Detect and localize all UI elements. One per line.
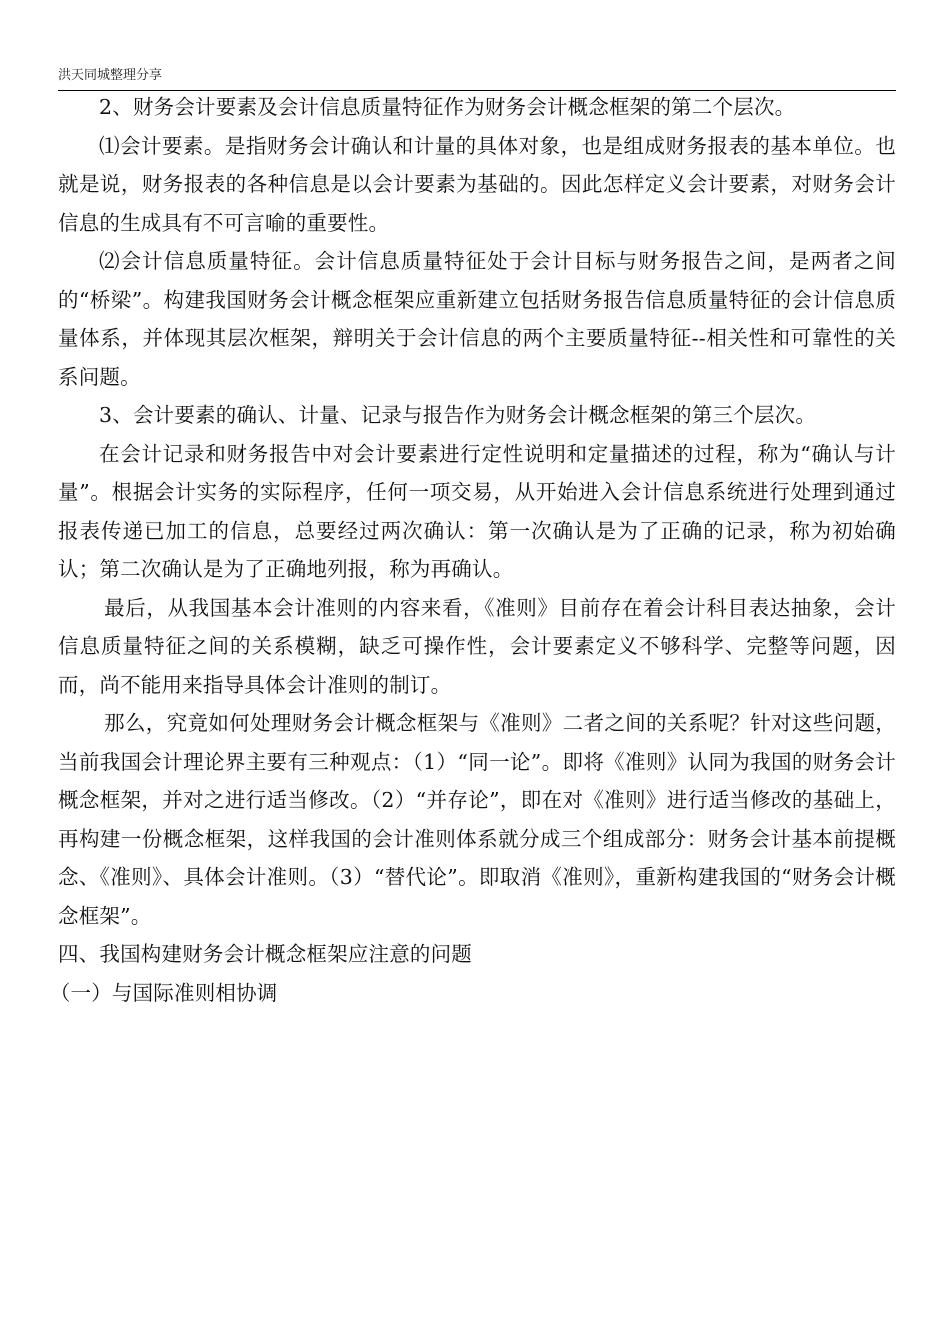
paragraph-third-level: 3、会计要素的确认、计量、记录与报告作为财务会计概念框架的第三个层次。 [99, 403, 817, 427]
paragraph-accounting-elements: ⑴会计要素。是指财务会计确认和计量的具体对象，也是组成财务报表的基本单位。也就是说，财务报表的各种信息是以会计要素为基础的。因此怎样定义会计要素，对财务会计信息的生成具有不可言喻的重要性。 [58, 133, 896, 235]
paragraph-finally: 最后，从我国基本会计准则的内容来看，《准则》目前存在着会计科目表达抽象，会计信息质量特征之间的关系模糊，缺乏可操作性，会计要素定义不够科学、完整等问题，因而，尚不能用来指导具体会计准则的制订。 [58, 595, 896, 697]
paragraph-three-views: 那么，究竟如何处理财务会计概念框架与《准则》二者之间的关系呢？针对这些问题，当前我国会计理论界主要有三种观点：（1）“同一论”。即将《准则》认同为我国的财务会计概念框架，并对之进行适当修改。（2）“并存论”，即在对《准则》进行适当修改的基础上，再构建一份概念框架，这样我国的会计准则体系就分成三个组成部分：财务会计基本前提概念、《准则》、具体会计准则。（3）“替代论”。即取消《准则》，重新构建我国的“财务会计概念框架”。 [58, 711, 896, 928]
section-heading-four: 四、我国构建财务会计概念框架应注意的问题 [58, 942, 472, 966]
subsection-heading-one: （一）与国际准则相协调 [49, 980, 278, 1005]
header-text: 洪天同城整理分享 [58, 68, 163, 83]
document-body [49, 88, 896, 1012]
paragraph-recognition-measurement: 在会计记录和财务报告中对会计要素进行定性说明和定量描述的过程，称为“确认与计量”。根据会计实务的实际程序，任何一项交易，从开始进入会计信息系统进行处理到通过报表传递已加工的信息，总要经过两次确认：第一次确认是为了正确的记录，称为初始确认；第二次确认是为了正确地列报，称为再确认。 [58, 441, 896, 581]
paragraph-second-level: 2、财务会计要素及会计信息质量特征作为财务会计概念框架的第二个层次。 [99, 95, 796, 119]
paragraph-quality-characteristics: ⑵会计信息质量特征。会计信息质量特征处于会计目标与财务报告之间，是两者之间的“桥梁”。构建我国财务会计概念框架应重新建立包括财务报告信息质量特征的会计信息质量体系，并体现其层次框架，辩明关于会计信息的两个主要质量特征--相关性和可靠性的关系问题。 [58, 249, 896, 389]
